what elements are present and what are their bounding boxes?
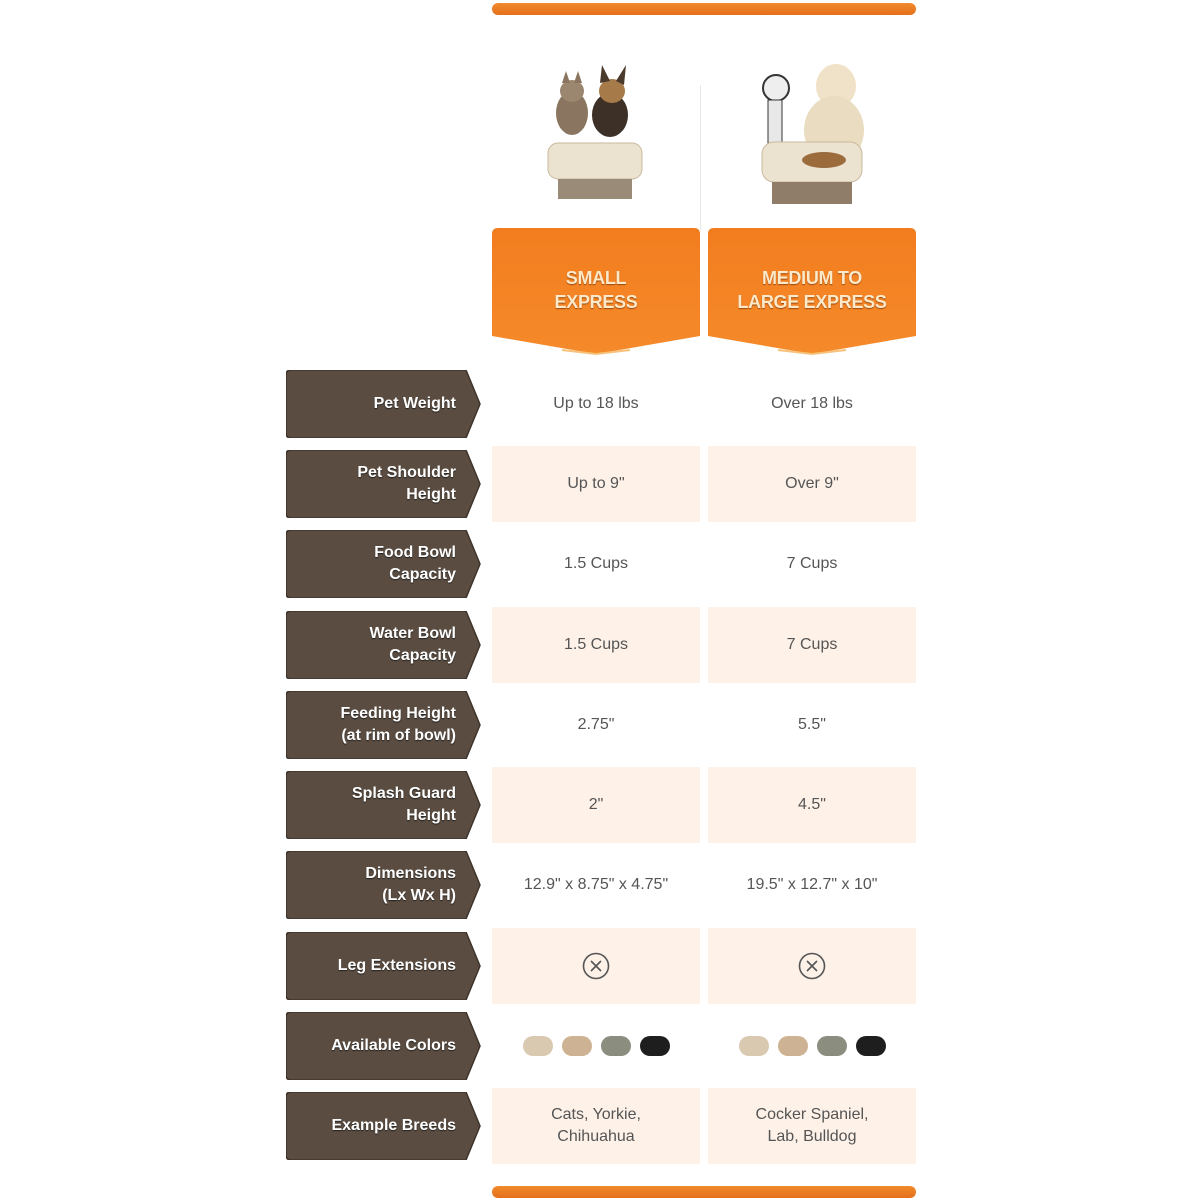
spec-cell [708,928,916,1004]
row-label [286,450,482,518]
spec-row [286,771,918,839]
row-label-line1: Water Bowl [369,625,456,642]
spec-cell [708,1088,916,1164]
x-circle-icon [798,952,826,980]
row-label-line1: Example Breeds [331,1117,456,1134]
spec-cell [492,767,700,843]
cell-value-line2: Chihuahua [557,1128,635,1145]
color-swatch [562,1036,592,1056]
column-title-line1: MEDIUM TO [762,268,862,288]
row-label-line1: Dimensions [365,865,456,882]
cell-value-line1: Cocker Spaniel, [755,1106,869,1123]
spec-row [286,450,918,518]
bottom-accent-bar [492,1186,916,1198]
row-label [286,771,482,839]
spec-cell [708,607,916,683]
cell-value: Over 18 lbs [771,395,853,412]
column-divider [700,85,701,230]
color-swatch [739,1036,769,1056]
x-circle-icon [582,952,610,980]
spec-row [286,370,918,438]
spec-cell [492,526,700,602]
row-label [286,611,482,679]
spec-row [286,691,918,759]
cell-value-line2: Lab, Bulldog [767,1128,857,1145]
cell-value: 2.75" [577,716,615,733]
row-label-line2: Height [406,807,456,824]
cell-value: 1.5 Cups [563,636,629,653]
row-label-line1: Pet Shoulder [357,464,456,481]
color-swatch [601,1036,631,1056]
row-label-line1: Available Colors [331,1037,456,1054]
spec-cell [708,366,916,442]
cell-value: 12.9" x 8.75" x 4.75" [523,876,669,893]
product-image-medium-large-express [708,40,914,225]
spec-row [286,611,918,679]
cell-value: 4.5" [798,796,826,813]
cell-value: 7 Cups [786,555,838,572]
spec-cell [492,1088,700,1164]
row-label-line1: Feeding Height [340,705,456,722]
row-label [286,1092,482,1160]
row-label-line2: (Lx Wx H) [382,887,456,904]
spec-row [286,1012,918,1080]
spec-cell [492,607,700,683]
cell-value: 1.5 Cups [563,555,629,572]
row-label [286,370,482,438]
spec-cell [708,526,916,602]
column-header-small-express [492,228,700,356]
spec-cell [492,687,700,763]
row-label-line1: Pet Weight [373,395,456,412]
color-swatches [523,1036,670,1056]
cell-value: 19.5" x 12.7" x 10" [746,876,878,893]
cell-value: 7 Cups [786,636,838,653]
row-label [286,932,482,1000]
spec-cell [492,366,700,442]
row-label-line2: Capacity [389,647,456,664]
color-swatch [640,1036,670,1056]
spec-cell [492,1008,700,1084]
row-label [286,530,482,598]
cell-value: Up to 18 lbs [553,395,639,412]
row-label [286,851,482,919]
spec-row [286,932,918,1000]
column-title-line2: EXPRESS [554,292,638,312]
column-header-medium-large-express [708,228,916,356]
spec-row [286,851,918,919]
color-swatch [856,1036,886,1056]
spec-cell [492,446,700,522]
spec-cell [492,928,700,1004]
color-swatch [817,1036,847,1056]
row-label [286,1012,482,1080]
row-label-line2: Capacity [389,566,456,583]
column-title-line1: SMALL [565,268,627,288]
spec-cell [708,767,916,843]
product-image-small-express [492,40,698,225]
color-swatch [778,1036,808,1056]
color-swatches [739,1036,886,1056]
row-label [286,691,482,759]
spec-row [286,1092,918,1160]
spec-cell [708,446,916,522]
row-label-line1: Splash Guard [351,785,456,802]
top-accent-bar [492,3,916,15]
color-swatch [523,1036,553,1056]
spec-cell [708,1008,916,1084]
spec-cell [492,847,700,923]
cat-and-dog-image [540,53,650,213]
cell-value: 2" [588,796,604,813]
cell-value: Up to 9" [567,475,625,492]
dogs-image [746,48,876,218]
spec-cell [708,847,916,923]
cell-value: 5.5" [798,716,826,733]
spec-row [286,530,918,598]
row-label-line2: Height [406,486,456,503]
spec-cell [708,687,916,763]
row-label-line1: Food Bowl [374,544,456,561]
cell-value: Over 9" [785,475,839,492]
row-label-line2: (at rim of bowl) [341,727,456,744]
row-label-line1: Leg Extensions [337,957,456,974]
cell-value-line1: Cats, Yorkie, [551,1106,641,1123]
column-title-line2: LARGE EXPRESS [737,292,887,312]
